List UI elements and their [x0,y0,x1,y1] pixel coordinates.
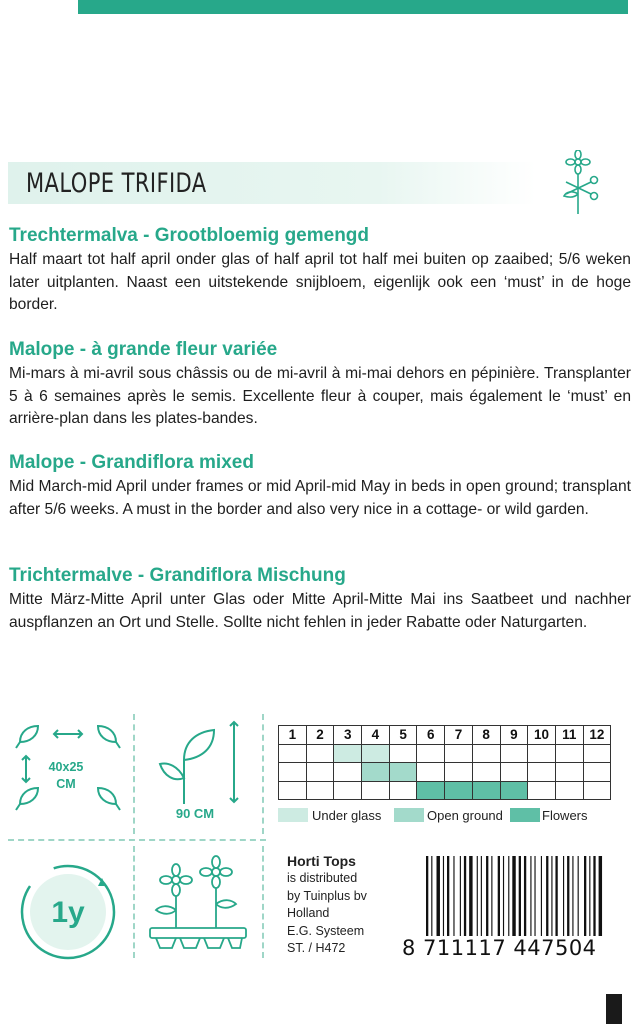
calendar-cell-under-glass [417,744,445,763]
calendar-cell-flowers [362,781,390,800]
section-french [9,338,631,431]
barcode-bar [541,856,542,936]
calendar-cell-under-glass [389,744,417,763]
barcode-bar [508,856,509,936]
sowing-calendar [278,725,611,800]
calendar-cell-flowers [389,781,417,800]
distributor-line: by Tuinplus bv [287,888,367,903]
month-header: 3 [334,726,362,745]
barcode-bar [469,856,472,936]
barcode-bar [546,856,548,936]
plant-height-icon [150,718,250,818]
calendar-cell-flowers [555,781,583,800]
calendar-cell-flowers [445,781,473,800]
barcode-bar [578,856,579,936]
legend-swatch-under-glass [278,808,308,822]
calendar-cell-open-ground [334,763,362,782]
flower-scissors-icon [556,150,604,216]
barcode-bar [534,856,535,936]
barcode-bar [464,856,466,936]
barcode-bar [593,856,595,936]
month-header: 9 [500,726,528,745]
barcode-bar [481,856,482,936]
barcode-bar [572,856,573,936]
legend-label: Flowers [542,808,588,823]
month-header: 5 [389,726,417,745]
calendar-cell-under-glass [334,744,362,763]
barcode-bar [555,856,557,936]
top-accent-bar [78,0,628,14]
barcode-bar [437,856,440,936]
month-header: 11 [555,726,583,745]
seedling-tray-icon [146,852,250,952]
calendar-cell-flowers [279,781,307,800]
barcode-bar [599,856,602,936]
barcode-bar [426,856,428,936]
divider [262,846,264,958]
barcode-bar [584,856,586,936]
barcode-bar [551,856,552,936]
calendar-cell-flowers [500,781,528,800]
calendar-legend [278,808,618,826]
calendar-cell-under-glass [528,744,556,763]
month-header: 6 [417,726,445,745]
title-band [8,162,536,204]
distributor-line: is distributed [287,871,358,886]
product-title: MALOPE TRIFIDA [26,168,207,199]
calendar-cell-open-ground [528,763,556,782]
calendar-cell-flowers [472,781,500,800]
legend-label: Under glass [312,808,382,823]
barcode-bar [530,856,531,936]
barcode-bar [486,856,488,936]
month-header: 10 [528,726,556,745]
section-heading: Trichtermalve - Grandiflora Mischung [9,565,346,586]
calendar-cell-flowers [528,781,556,800]
lifecycle-label: 1y [51,896,85,929]
barcode-bar [453,856,454,936]
distributor-line: Holland [287,906,330,921]
section-heading: Malope - à grande fleur variée [9,339,278,360]
calendar-cell-open-ground [472,763,500,782]
barcode-bar [447,856,449,936]
calendar-cell-flowers [417,781,445,800]
calendar-cell-under-glass [279,744,307,763]
barcode-bar [589,856,590,936]
barcode-number: 8 711117 447504 [402,936,597,960]
barcode-bar [563,856,564,936]
barcode-bar [567,856,569,936]
divider [133,846,135,958]
barcode-bar [512,856,515,936]
calendar-cell-open-ground [583,763,611,782]
section-text: Half maart tot half april onder glas of half april tot half mei buiten op zaaibed; 5/6 weken later uitplanten. Naast een uitstekende snijbloem, eigenlijk ook een ‘must’ in de hoge border. [9,251,631,313]
distributor-info [287,853,367,957]
calendar-cell-under-glass [445,744,473,763]
distributor-line: ST. / H472 [287,941,346,956]
legend-swatch-flowers [510,808,540,822]
calendar-cell-open-ground [306,763,334,782]
calendar-cell-under-glass [362,744,390,763]
divider [133,714,135,834]
barcode [424,856,622,936]
month-header: 7 [445,726,473,745]
spacing-value: 40x25 CM [48,760,84,791]
annual-badge-icon [16,860,120,964]
barcode-bar [519,856,521,936]
calendar-cell-open-ground [362,763,390,782]
height-value: 90 CM [175,806,215,821]
section-heading: Trechtermalva - Grootbloemig gemengd [9,225,370,246]
section-text: Mi-mars à mi-avril sous châssis ou de mi-avril à mi-mai dehors en pépinière. Transplanter 5 à 6 semaines après le semis. Excellente fleur à couper, mais également le ‘must’ en arrière-plan dans les plates-bandes. [9,365,631,427]
barcode-bar [503,856,504,936]
month-header: 2 [306,726,334,745]
section-text: Mid March-mid April under frames or mid April-mid May in beds in open ground; transplant after 5/6 weeks. A must in the border and also very nice in a cottage- or wild garden. [9,478,631,518]
barcode-bar [491,856,492,936]
calendar-cell-open-ground [279,763,307,782]
barcode-bar [460,856,461,936]
month-header: 4 [362,726,390,745]
calendar-cell-open-ground [500,763,528,782]
legend-label: Open ground [427,808,503,823]
calendar-cell-under-glass [583,744,611,763]
barcode-bar [431,856,432,936]
calendar-cell-open-ground [417,763,445,782]
section-text: Mitte März-Mitte April unter Glas oder Mitte April-Mitte Mai ins Saatbeet und nachher auspflanzen an Ort und Stelle. Sollte nicht fehlen in jeder Rabatte oder Naturgarten. [9,591,631,631]
section-dutch [9,224,631,317]
calendar-cell-flowers [306,781,334,800]
section-german [9,564,631,634]
barcode-bar [477,856,478,936]
calendar-cell-flowers [334,781,362,800]
month-header: 8 [472,726,500,745]
calendar-cell-flowers [583,781,611,800]
calendar-cell-open-ground [555,763,583,782]
barcode-bar [498,856,500,936]
section-heading: Malope - Grandiflora mixed [9,452,254,473]
month-header: 1 [279,726,307,745]
calendar-cell-open-ground [389,763,417,782]
distributor-brand: Horti Tops [287,853,356,869]
barcode-bar [443,856,444,936]
legend-swatch-open-ground [394,808,424,822]
calendar-cell-under-glass [555,744,583,763]
divider [8,839,266,841]
divider [262,714,264,834]
calendar-cell-under-glass [500,744,528,763]
barcode-bar [524,856,526,936]
section-english [9,451,631,521]
month-header: 12 [583,726,611,745]
print-mark [606,994,622,1024]
calendar-cell-open-ground [445,763,473,782]
calendar-cell-under-glass [472,744,500,763]
calendar-cell-under-glass [306,744,334,763]
distributor-line: E.G. Systeem [287,923,365,938]
